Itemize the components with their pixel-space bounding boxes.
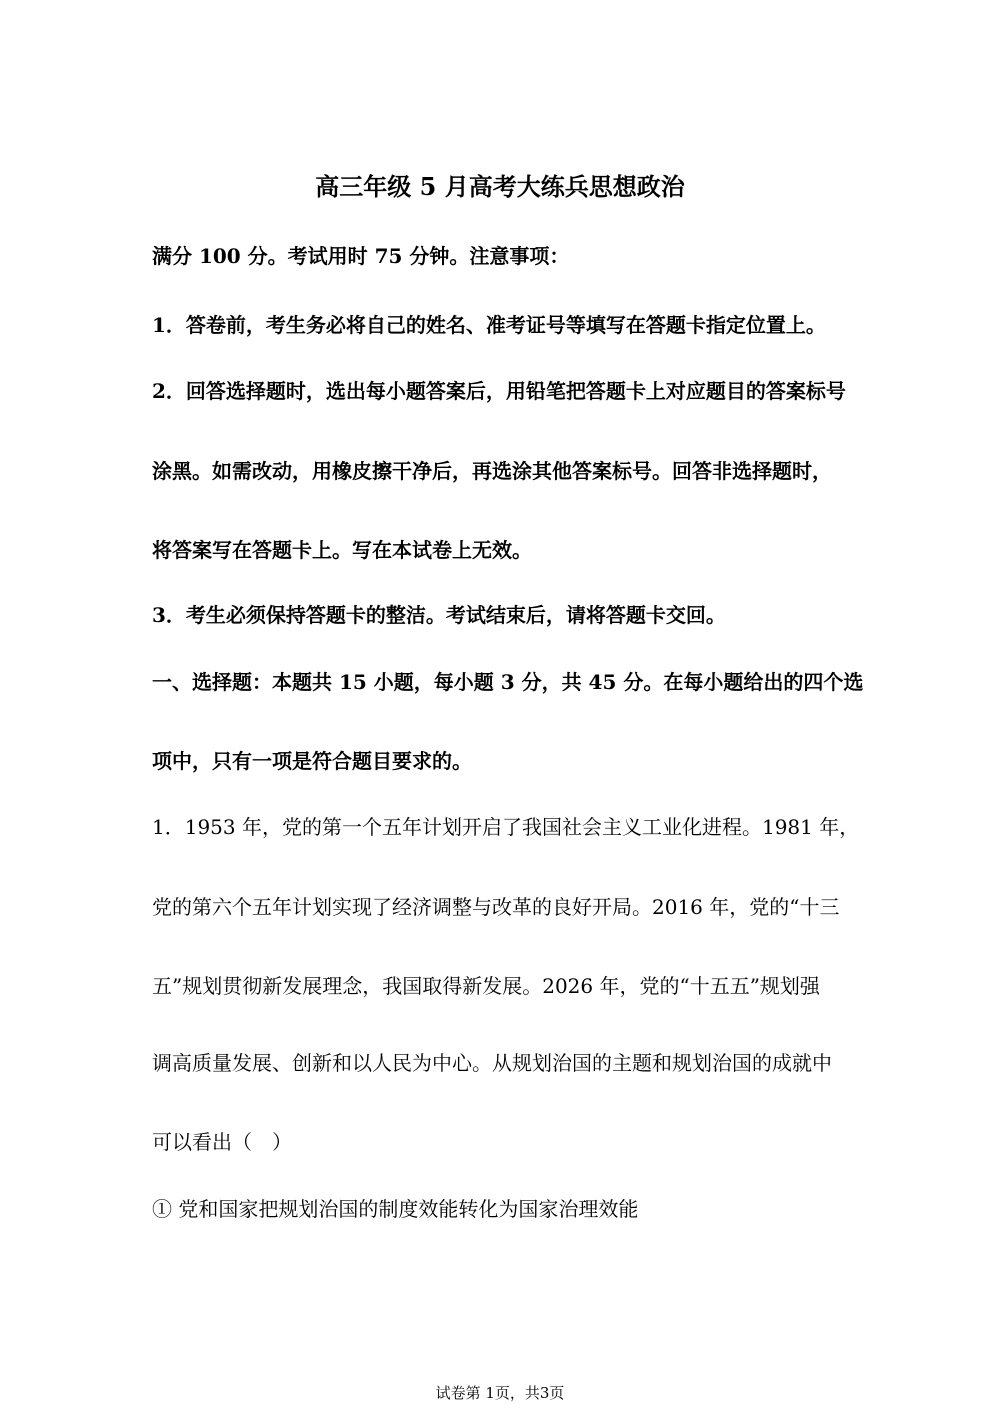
question-1-line-4: 调高质量发展、创新和以人民为中心。从规划治国的主题和规划治国的成就中 <box>152 1051 832 1075</box>
question-1-option-1: ① 党和国家把规划治国的制度效能转化为国家治理效能 <box>152 1197 639 1221</box>
page-footer: 试卷第 1页，共3页 <box>435 1384 565 1402</box>
exam-title: 高三年级 5 月高考大练兵思想政治 <box>315 172 685 201</box>
instruction-item-2-line-2: 涂黑。如需改动，用橡皮擦干净后，再选涂其他答案标号。回答非选择题时， <box>152 459 832 483</box>
question-1-line-1: 1．1953 年，党的第一个五年计划开启了我国社会主义工业化进程。1981 年， <box>152 815 860 839</box>
section-heading-line-2: 项中，只有一项是符合题目要求的。 <box>152 749 472 773</box>
question-1-line-2: 党的第六个五年计划实现了经济调整与改革的良好开局。2016 年，党的“十三 <box>152 895 840 919</box>
section-heading-line-1: 一、选择题：本题共 15 小题，每小题 3 分，共 45 分。在每小题给出的四个选 <box>152 670 864 694</box>
question-1-line-3: 五”规划贯彻新发展理念，我国取得新发展。2026 年，党的“十五五”规划强 <box>152 974 820 998</box>
instruction-item-2-line-3: 将答案写在答题卡上。写在本试卷上无效。 <box>152 538 532 562</box>
instruction-item-1: 1．答卷前，考生务必将自己的姓名、准考证号等填写在答题卡指定位置上。 <box>152 313 826 337</box>
instruction-item-3: 3．考生必须保持答题卡的整洁。考试结束后，请将答题卡交回。 <box>152 603 726 627</box>
instruction-item-2-line-1: 2．回答选择题时，选出每小题答案后，用铅笔把答题卡上对应题目的答案标号 <box>152 379 846 403</box>
question-1-line-5: 可以看出（ ） <box>152 1130 292 1154</box>
instructions-header: 满分 100 分。考试用时 75 分钟。注意事项： <box>152 244 570 268</box>
